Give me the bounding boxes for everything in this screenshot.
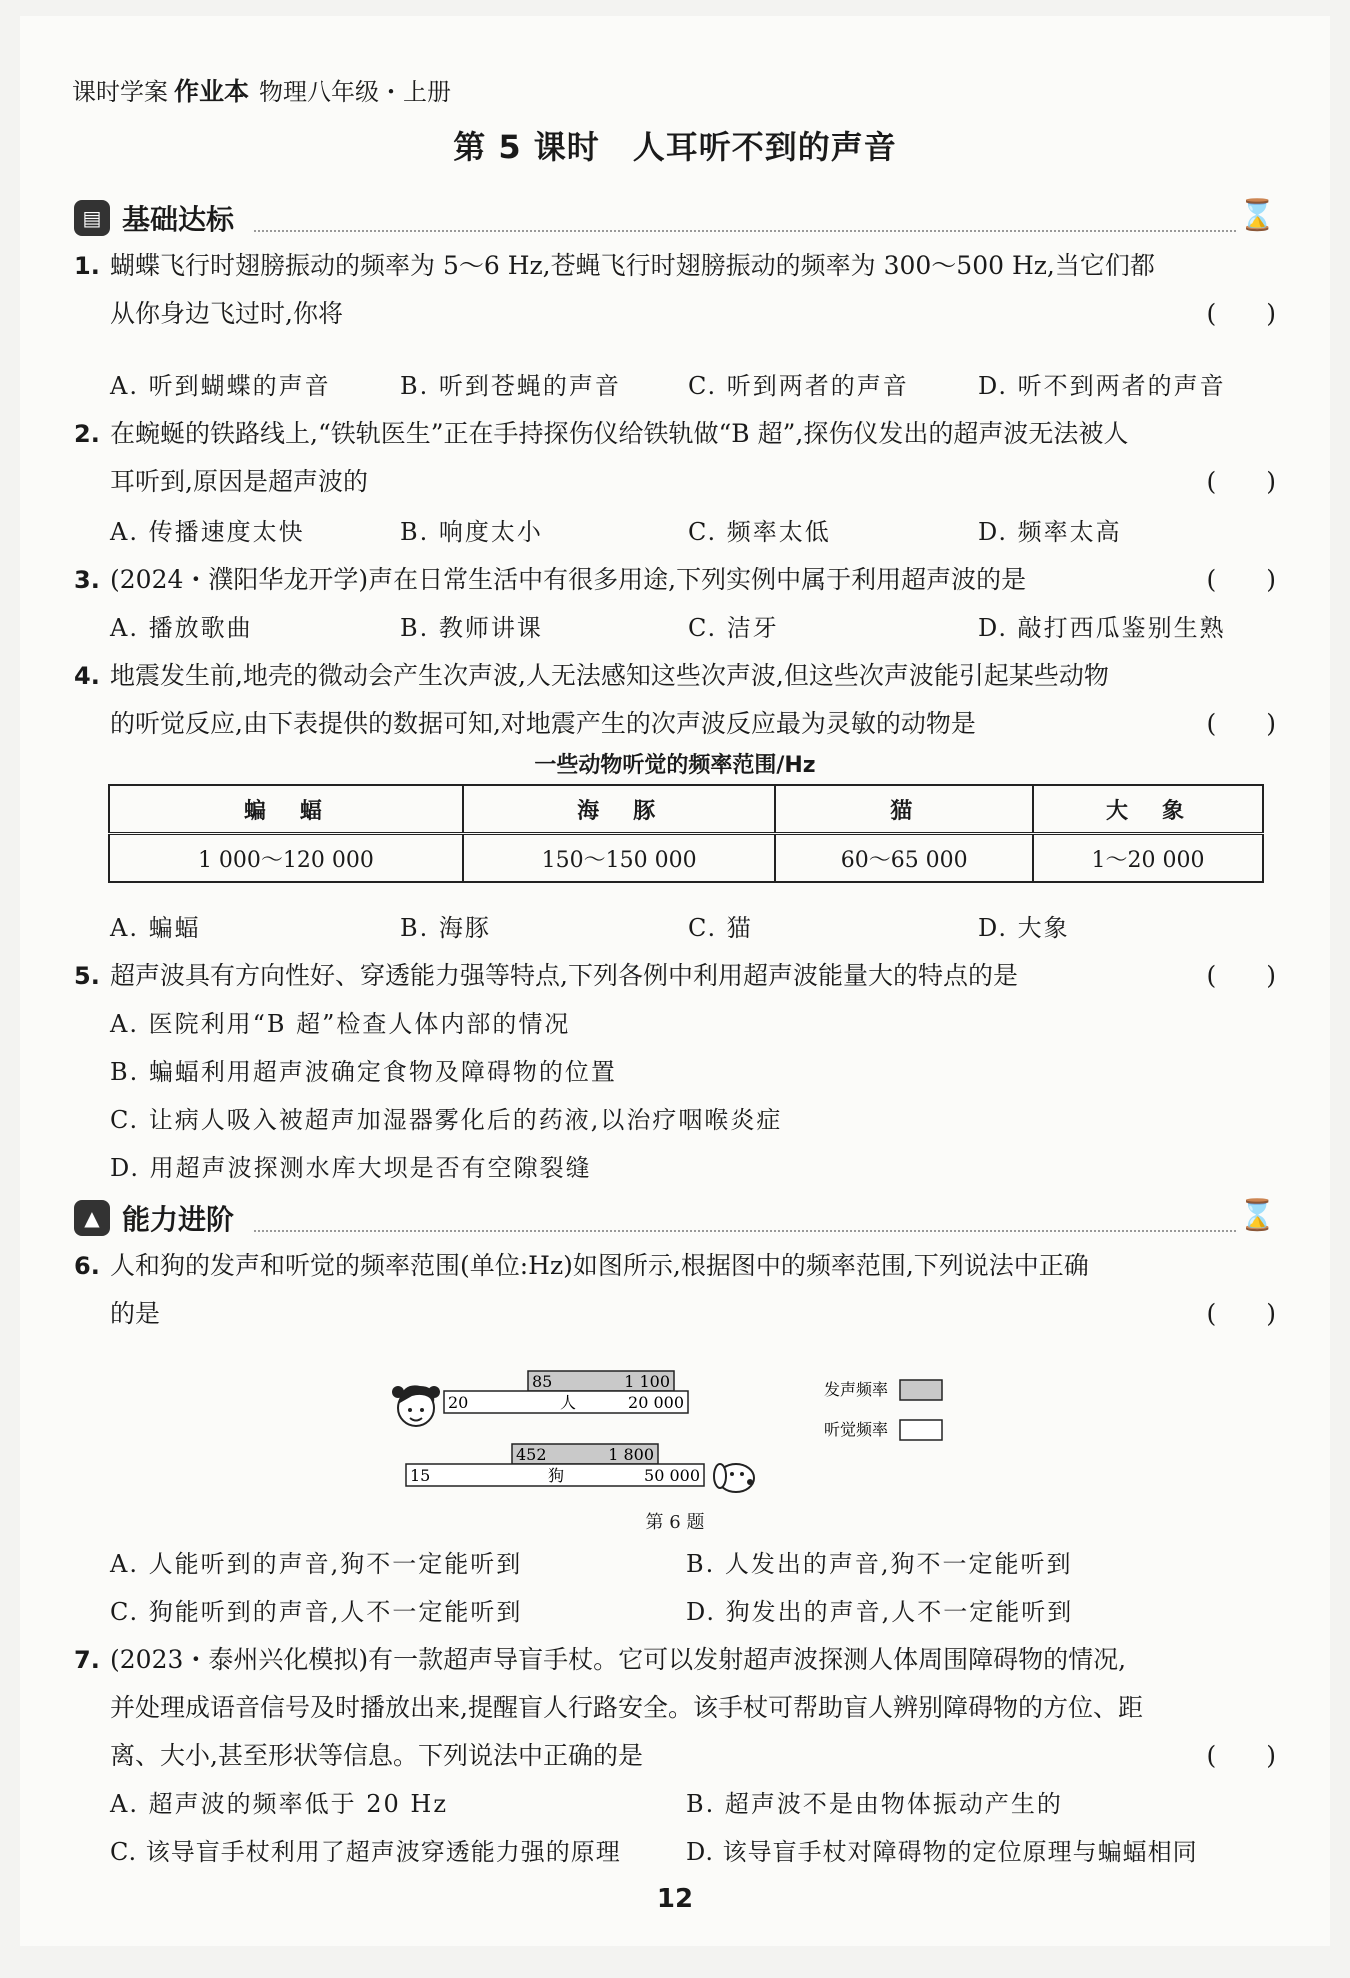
section-basic	[74, 196, 1276, 244]
table-header-cell: 蝙 蝠	[109, 785, 463, 834]
option-d[interactable]: D. 用超声波探测水库大坝是否有空隙裂缝	[110, 1154, 592, 1182]
answer-blank[interactable]: ( )	[1206, 299, 1276, 328]
table-caption: 一些动物听觉的频率范围/Hz	[534, 753, 816, 778]
human-hear-high: 20 000	[628, 1393, 684, 1412]
table-cell: 150～150 000	[463, 834, 776, 883]
answer-blank[interactable]: ( )	[1206, 709, 1276, 738]
question-number: 1.	[74, 252, 100, 280]
lesson-title: 第 5 课时 人耳听不到的声音	[453, 128, 897, 166]
human-label: 人	[559, 1393, 577, 1412]
page-number: 12	[656, 1884, 694, 1914]
option-c[interactable]: C. 让病人吸入被超声加湿器雾化后的药液,以治疗咽喉炎症	[110, 1106, 783, 1134]
question-number: 7.	[74, 1646, 100, 1674]
option-a[interactable]: A. 听到蝴蝶的声音	[110, 372, 331, 400]
option-d[interactable]: D. 该导盲手杖对障碍物的定位原理与蝙蝠相同	[686, 1838, 1198, 1866]
header-bold: 作业本	[174, 77, 250, 106]
legend-hear-label: 听觉频率	[824, 1420, 889, 1439]
question-text-line: 人和狗的发声和听觉的频率范围(单位:Hz)如图所示,根据图中的频率范围,下列说法中正确	[110, 1251, 1089, 1280]
legend-emit-label: 发声频率	[824, 1380, 889, 1399]
question-text-line: 并处理成语音信号及时播放出来,提醒盲人行路安全。该手杖可帮助盲人辨别障碍物的方位、距	[110, 1693, 1143, 1722]
option-b[interactable]: B. 蝙蝠利用超声波确定食物及障碍物的位置	[110, 1058, 617, 1086]
option-c[interactable]: C. 狗能听到的声音,人不一定能听到	[110, 1598, 523, 1626]
question-2-options	[110, 508, 1276, 556]
table-header-cell: 大 象	[1033, 785, 1263, 834]
legend-hear-swatch	[900, 1420, 942, 1440]
question-text-line: 从你身边飞过时,你将	[110, 299, 343, 328]
answer-blank[interactable]: ( )	[1206, 1741, 1276, 1770]
figure-caption: 第 6 题	[645, 1512, 705, 1533]
table-row	[109, 834, 1263, 883]
table-cell: 1 000～120 000	[109, 834, 463, 883]
question-4	[74, 652, 1276, 748]
option-a[interactable]: A. 人能听到的声音,狗不一定能听到	[110, 1550, 523, 1578]
option-b[interactable]: B. 超声波不是由物体振动产生的	[686, 1790, 1063, 1818]
dog-label: 狗	[547, 1466, 565, 1485]
table-header-cell: 猫	[775, 785, 1033, 834]
hourglass-icon: ⌛	[1238, 198, 1276, 233]
question-number: 4.	[74, 662, 100, 690]
book-icon: ▤	[74, 200, 110, 236]
section-divider	[254, 230, 1236, 232]
question-number: 3.	[74, 566, 100, 594]
section-advanced	[74, 1196, 1276, 1244]
question-text-line: 蝴蝶飞行时翅膀振动的频率为 5～6 Hz,苍蝇飞行时翅膀振动的频率为 300～500 Hz,当它们都	[110, 251, 1155, 280]
option-c[interactable]: C. 听到两者的声音	[688, 372, 909, 400]
option-b[interactable]: B. 海豚	[400, 914, 491, 942]
question-1	[74, 242, 1276, 338]
question-7	[74, 1636, 1276, 1780]
dog-emit-low: 452	[516, 1445, 547, 1464]
question-text-line: (2023・泰州兴化模拟)有一款超声导盲手杖。它可以发射超声波探测人体周围障碍物的情况,	[110, 1645, 1127, 1674]
human-emit-high: 1 100	[624, 1372, 670, 1391]
option-b[interactable]: B. 人发出的声音,狗不一定能听到	[686, 1550, 1073, 1578]
answer-blank[interactable]: ( )	[1206, 961, 1276, 990]
legend-emit-swatch	[900, 1380, 942, 1400]
option-d[interactable]: D. 狗发出的声音,人不一定能听到	[686, 1598, 1074, 1626]
section-basic-label: 基础达标	[122, 203, 235, 236]
rocket-icon: ▲	[74, 1200, 110, 1236]
option-a[interactable]: A. 播放歌曲	[110, 614, 253, 642]
dog-hear-high: 50 000	[644, 1466, 700, 1485]
hourglass-icon: ⌛	[1238, 1198, 1276, 1233]
human-hear-low: 20	[448, 1393, 469, 1412]
dog-emit-high: 1 800	[608, 1445, 654, 1464]
question-text-line: 耳听到,原因是超声波的	[110, 467, 368, 496]
table-header-row	[109, 785, 1263, 834]
answer-blank[interactable]: ( )	[1206, 1299, 1276, 1328]
girl-icon	[392, 1385, 440, 1426]
header-subject: 物理八年级・上册	[259, 78, 452, 106]
workbook-page	[20, 16, 1330, 1946]
question-text-line: 的是	[110, 1299, 161, 1328]
option-d[interactable]: D. 大象	[978, 914, 1070, 942]
hearing-range-table	[108, 784, 1264, 883]
question-3-options	[110, 604, 1276, 652]
question-7-options-row1	[110, 1780, 1276, 1828]
answer-blank[interactable]: ( )	[1206, 467, 1276, 496]
option-a[interactable]: A. 传播速度太快	[110, 518, 305, 546]
question-1-options	[110, 362, 1276, 410]
option-c[interactable]: C. 频率太低	[688, 518, 831, 546]
option-c[interactable]: C. 洁牙	[688, 614, 779, 642]
human-emit-low: 85	[532, 1372, 553, 1391]
book-header	[72, 72, 451, 108]
option-c[interactable]: C. 该导盲手杖利用了超声波穿透能力强的原理	[110, 1838, 621, 1866]
option-b[interactable]: B. 听到苍蝇的声音	[400, 372, 621, 400]
option-a[interactable]: A. 超声波的频率低于 20 Hz	[110, 1790, 448, 1818]
question-number: 5.	[74, 962, 100, 990]
header-series: 课时学案	[72, 78, 168, 106]
dog-icon	[714, 1464, 754, 1492]
question-number: 6.	[74, 1252, 100, 1280]
dog-hear-low: 15	[410, 1466, 431, 1485]
question-text-line: 的听觉反应,由下表提供的数据可知,对地震产生的次声波反应最为灵敏的动物是	[110, 709, 976, 738]
question-6-options-row1	[110, 1540, 1276, 1588]
question-2	[74, 410, 1276, 506]
question-text-line: 在蜿蜒的铁路线上,“铁轨医生”正在手持探伤仪给铁轨做“B 超”,探伤仪发出的超声波无法被人	[110, 419, 1129, 448]
option-d[interactable]: D. 听不到两者的声音	[978, 372, 1226, 400]
section-advanced-label: 能力进阶	[122, 1203, 235, 1236]
option-c[interactable]: C. 猫	[688, 914, 753, 942]
answer-blank[interactable]: ( )	[1206, 565, 1276, 594]
option-b[interactable]: B. 教师讲课	[400, 614, 543, 642]
option-a[interactable]: A. 医院利用“B 超”检查人体内部的情况	[110, 1010, 571, 1038]
question-6	[74, 1242, 1276, 1338]
question-text-line: (2024・濮阳华龙开学)声在日常生活中有很多用途,下列实例中属于利用超声波的是	[110, 565, 1027, 594]
section-divider	[254, 1230, 1236, 1232]
question-5	[74, 952, 1276, 1000]
question-text-line: 地震发生前,地壳的微动会产生次声波,人无法感知这些次声波,但这些次声波能引起某些动物	[110, 661, 1109, 690]
question-number: 2.	[74, 420, 100, 448]
question-4-options	[110, 904, 1276, 952]
table-cell: 1～20 000	[1033, 834, 1263, 883]
option-d[interactable]: D. 敲打西瓜鉴别生熟	[978, 614, 1226, 642]
question-3	[74, 556, 1276, 604]
option-d[interactable]: D. 频率太高	[978, 518, 1122, 546]
option-a[interactable]: A. 蝙蝠	[110, 914, 201, 942]
table-cell: 60～65 000	[775, 834, 1033, 883]
option-b[interactable]: B. 响度太小	[400, 518, 543, 546]
question-text-line: 超声波具有方向性好、穿透能力强等特点,下列各例中利用超声波能量大的特点的是	[110, 961, 1018, 990]
table-header-cell: 海 豚	[463, 785, 776, 834]
question-7-options-row2	[110, 1828, 1276, 1876]
question-6-options-row2	[110, 1588, 1276, 1636]
question-text-line: 离、大小,甚至形状等信息。下列说法中正确的是	[110, 1741, 643, 1770]
